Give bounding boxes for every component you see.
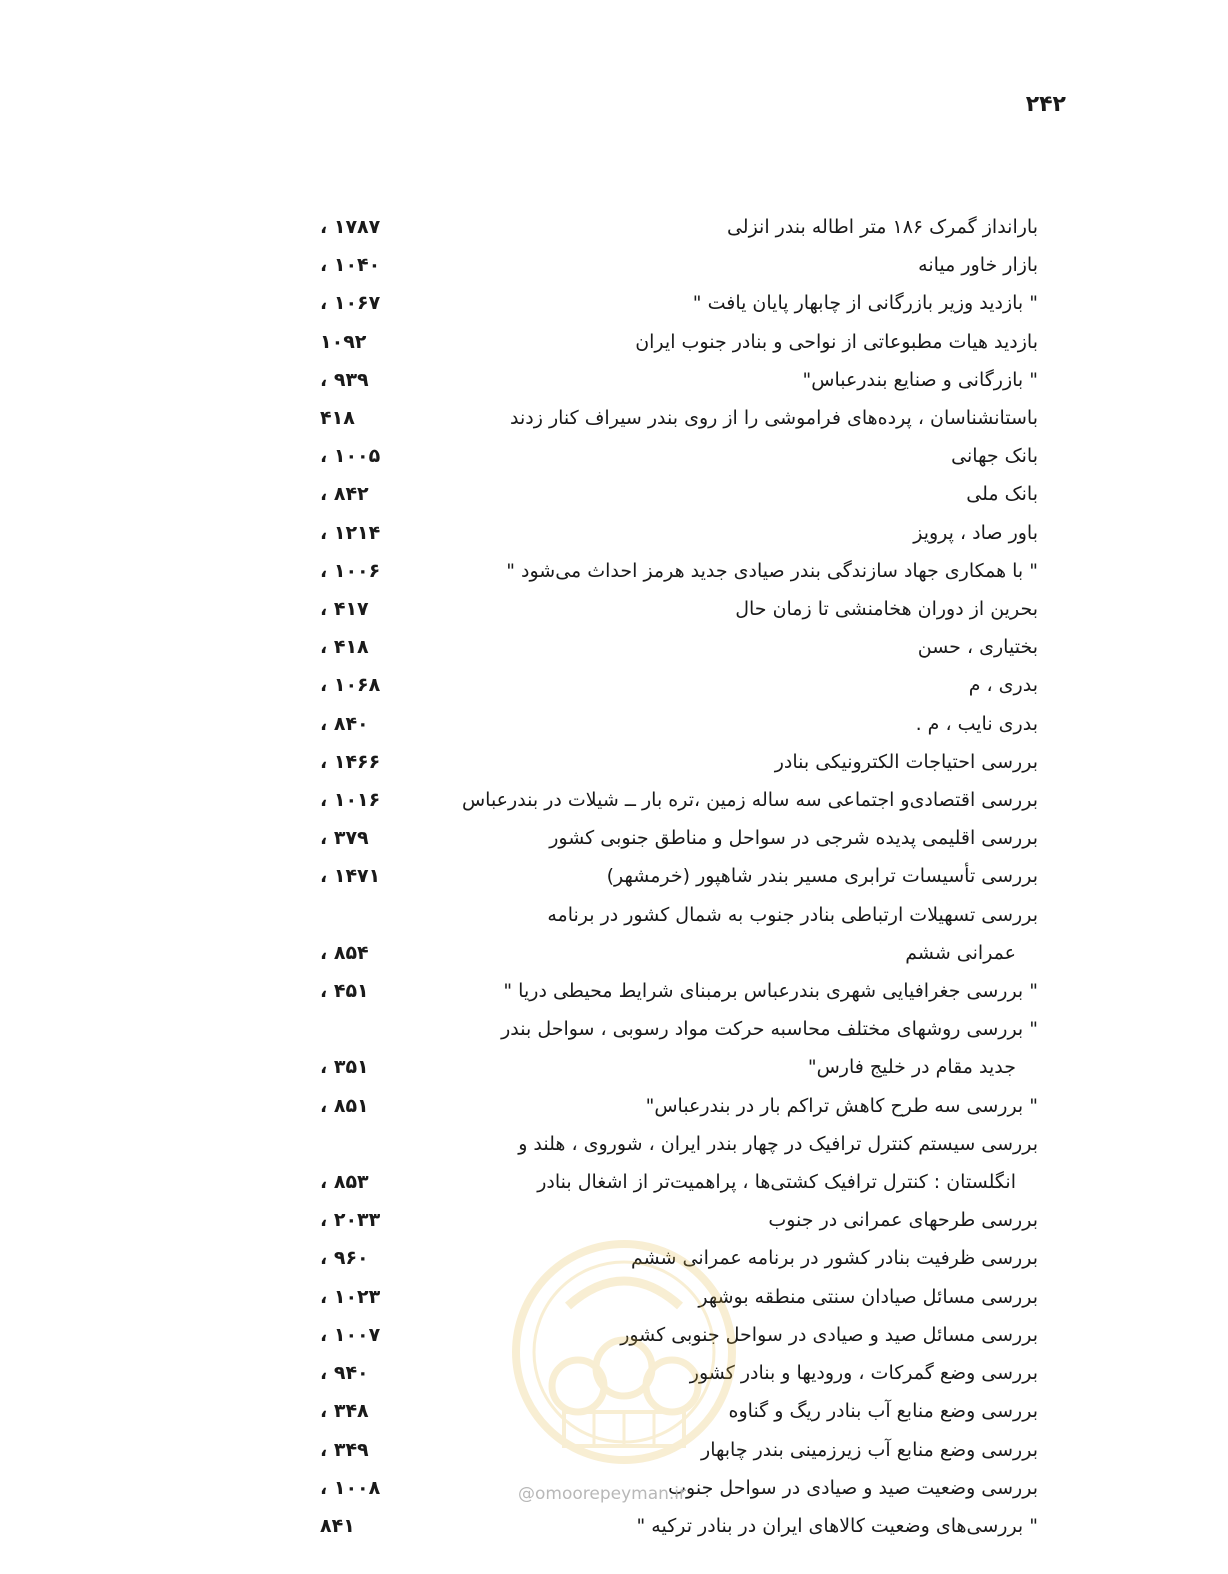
entry-title-line: بازار خاور میانه bbox=[918, 254, 1038, 277]
index-entry bbox=[320, 1087, 1038, 1125]
entry-title bbox=[410, 284, 1038, 322]
entry-title bbox=[410, 1010, 1038, 1086]
entry-title bbox=[410, 514, 1038, 552]
index-entry bbox=[320, 1507, 1038, 1545]
index-entry bbox=[320, 590, 1038, 628]
entry-title-line: بررسی مسائل صید و صیادی در سواحل جنوبی کشور bbox=[620, 1323, 1038, 1346]
watermark-logo bbox=[508, 1236, 740, 1468]
index-entry bbox=[320, 475, 1038, 513]
entry-title-line: بدری نایب ، م . bbox=[915, 712, 1038, 735]
entry-page-ref: ۱۰۰۸ ، bbox=[320, 1476, 381, 1499]
index-entry bbox=[320, 666, 1038, 704]
entry-title bbox=[410, 208, 1038, 246]
entry-title-continuation: انگلستان : کنترل ترافیک کشتی‌ها ، پراهمیت‌تر از اشغال بنادر bbox=[537, 1171, 1016, 1194]
entry-page-ref: ۴۵۱ ، bbox=[320, 980, 369, 1003]
entry-page-ref: ۴۱۸ ، bbox=[320, 636, 369, 659]
entry-page-ref: ۹۴۰ ، bbox=[320, 1362, 369, 1385]
entry-title bbox=[410, 399, 1038, 437]
entry-page-ref: ۴۱۷ ، bbox=[320, 598, 369, 621]
page-number: ۲۴۲ bbox=[1025, 92, 1066, 117]
entry-title bbox=[410, 590, 1038, 628]
index-entry bbox=[320, 437, 1038, 475]
entry-title-line: بررسی اقتصادی‌و اجتماعی سه ساله زمین ،تره بار ــ شیلات در بندرعباس bbox=[461, 789, 1038, 812]
entry-title-continuation: جدید مقام در خلیج فارس" bbox=[807, 1056, 1016, 1079]
entry-title bbox=[410, 857, 1038, 895]
index-entry bbox=[320, 628, 1038, 666]
entry-title bbox=[410, 666, 1038, 704]
entry-title-line: باستانشناسان ، پرده‌های فراموشی را از روی بندر سیراف کنار زدند bbox=[510, 407, 1038, 430]
entry-title-line: بررسی ظرفیت بنادر کشور در برنامه عمرانی ششم bbox=[630, 1247, 1038, 1270]
index-entry bbox=[320, 1201, 1038, 1239]
entry-page-ref: ۳۷۹ ، bbox=[320, 827, 369, 850]
entry-title-line: " بازدید وزیر بازرگانی از چابهار پایان یافت " bbox=[692, 292, 1038, 315]
entry-page-ref: ۸۵۱ ، bbox=[320, 1094, 369, 1117]
entry-page-ref: ۸۴۰ ، bbox=[320, 712, 369, 735]
watermark-url: @omoorepeyman.ir bbox=[518, 1484, 687, 1504]
entry-title bbox=[410, 475, 1038, 513]
index-entry bbox=[320, 857, 1038, 895]
entry-title-line: بررسی سیستم کنترل ترافیک در چهار بندر ایران ، شوروی ، هلند و bbox=[518, 1132, 1038, 1155]
entry-title bbox=[410, 819, 1038, 857]
index-entry bbox=[320, 781, 1038, 819]
entry-title bbox=[410, 361, 1038, 399]
entry-page-ref: ۱۷۸۷ ، bbox=[320, 216, 381, 238]
index-entry bbox=[320, 361, 1038, 399]
entry-title-line: بررسی تأسیسات ترابری مسیر بندر شاهپور (خرمشهر) bbox=[606, 865, 1038, 888]
entry-title-line: بررسی وضع گمرکات ، ورودیها و بنادر کشور bbox=[689, 1362, 1038, 1385]
index-entry bbox=[320, 399, 1038, 437]
entry-title-line: " بررسی‌های وضعیت کالاهای ایران در بنادر ترکیه " bbox=[636, 1514, 1038, 1537]
entry-title bbox=[410, 705, 1038, 743]
entry-page-ref: ۱۰۰۷ ، bbox=[320, 1323, 381, 1346]
entry-page-ref: ۱۲۱۴ ، bbox=[320, 521, 381, 544]
entry-title-line: بررسی وضع منابع آب بنادر ریگ و گناوه bbox=[728, 1400, 1038, 1423]
entry-title-line: بحرین از دوران هخامنشی تا زمان حال bbox=[735, 598, 1038, 621]
index-entry bbox=[320, 705, 1038, 743]
entry-title bbox=[410, 437, 1038, 475]
entry-title-line: بررسی وضعیت صید و صیادی در سواحل جنوب bbox=[668, 1476, 1038, 1499]
index-entry bbox=[320, 1125, 1038, 1201]
index-entry bbox=[320, 743, 1038, 781]
entry-page-ref: ۹۳۹ ، bbox=[320, 368, 369, 391]
entry-page-ref: ۸۵۴ ، bbox=[320, 941, 369, 964]
index-entry bbox=[320, 819, 1038, 857]
entry-title-line: بارانداز گمرک ۱۸۶ متر اطاله بندر انزلی bbox=[726, 216, 1038, 238]
entry-title-line: " بازرگانی و صنایع بندرعباس" bbox=[802, 368, 1038, 391]
entry-title-line: بدری ، م bbox=[968, 674, 1038, 697]
entry-title bbox=[410, 1201, 1038, 1239]
entry-title bbox=[410, 781, 1038, 819]
entry-title-line: بررسی مسائل صیادان سنتی منطقه بوشهر bbox=[698, 1285, 1038, 1308]
entry-title-line: " بررسی سه طرح کاهش تراکم بار در بندرعباس" bbox=[645, 1094, 1038, 1117]
entry-title-line: بازدید هیات مطبوعاتی از نواحی و بنادر جنوب ایران bbox=[635, 330, 1038, 353]
entry-page-ref: ۳۵۱ ، bbox=[320, 1056, 369, 1079]
entry-page-ref: ۹۶۰ ، bbox=[320, 1247, 369, 1270]
entry-page-ref: ۱۰۲۳ ، bbox=[320, 1285, 381, 1308]
index-entry bbox=[320, 514, 1038, 552]
index-entry bbox=[320, 552, 1038, 590]
index-entry bbox=[320, 1010, 1038, 1086]
entry-page-ref: ۳۴۸ ، bbox=[320, 1400, 369, 1423]
entry-title bbox=[410, 1087, 1038, 1125]
entry-title bbox=[410, 1125, 1038, 1201]
entry-page-ref: ۱۰۴۰ ، bbox=[320, 254, 381, 277]
entry-title-line: بررسی احتیاجات الکترونیکی بنادر bbox=[774, 750, 1038, 773]
entry-title-line: بانک جهانی bbox=[951, 445, 1038, 468]
entry-title-line: بختیاری ، حسن bbox=[917, 636, 1038, 659]
entry-title bbox=[410, 972, 1038, 1010]
entry-title bbox=[410, 1507, 1038, 1545]
entry-title bbox=[410, 743, 1038, 781]
index-entry bbox=[320, 896, 1038, 972]
entry-page-ref: ۱۰۰۶ ، bbox=[320, 559, 381, 582]
entry-page-ref: ۲۰۳۳ ، bbox=[320, 1209, 381, 1232]
index-entry bbox=[320, 208, 1038, 246]
entry-page-ref: ۸۴۱ bbox=[320, 1514, 355, 1537]
entry-page-ref: ۱۴۶۶ ، bbox=[320, 750, 381, 773]
index-entry bbox=[320, 972, 1038, 1010]
entry-title-line: بررسی اقلیمی پدیده شرجی در سواحل و مناطق جنوبی کشور bbox=[549, 827, 1038, 850]
entry-page-ref: ۱۰۰۵ ، bbox=[320, 445, 381, 468]
entry-page-ref: ۸۵۳ ، bbox=[320, 1171, 369, 1194]
entry-title-continuation: عمرانی ششم bbox=[905, 941, 1016, 964]
entry-title-line: بانک ملی bbox=[966, 483, 1038, 506]
entry-page-ref: ۳۴۹ ، bbox=[320, 1438, 369, 1461]
entry-title bbox=[410, 628, 1038, 666]
entry-title bbox=[410, 323, 1038, 361]
entry-page-ref: ۱۰۶۷ ، bbox=[320, 292, 381, 315]
entry-title-line: بررسی طرحهای عمرانی در جنوب bbox=[768, 1209, 1038, 1232]
entry-title bbox=[410, 896, 1038, 972]
entry-page-ref: ۱۰۶۸ ، bbox=[320, 674, 381, 697]
entry-title bbox=[410, 246, 1038, 284]
index-entry bbox=[320, 246, 1038, 284]
index-entry bbox=[320, 284, 1038, 322]
entry-title bbox=[410, 1469, 1038, 1507]
entry-title-line: " بررسی روشهای مختلف محاسبه حرکت مواد رسوبی ، سواحل بندر bbox=[501, 1018, 1038, 1041]
index-entry bbox=[320, 323, 1038, 361]
entry-page-ref: ۴۱۸ bbox=[320, 407, 355, 430]
entry-title-line: بررسی تسهیلات ارتباطی بنادر جنوب به شمال کشور در برنامه bbox=[547, 903, 1038, 926]
entry-title-line: بررسی وضع منابع آب زیرزمینی بندر چابهار bbox=[701, 1438, 1038, 1461]
entry-page-ref: ۱۰۹۲ bbox=[320, 330, 367, 353]
entry-page-ref: ۱۴۷۱ ، bbox=[320, 865, 381, 888]
entry-title-line: " با همکاری جهاد سازندگی بندر صیادی جدید هرمز احداث می‌شود " bbox=[506, 559, 1038, 582]
entry-title bbox=[410, 552, 1038, 590]
entry-page-ref: ۱۰۱۶ ، bbox=[320, 789, 381, 812]
entry-title-line: باور صاد ، پرویز bbox=[913, 521, 1038, 544]
entry-page-ref: ۸۴۲ ، bbox=[320, 483, 369, 506]
entry-title-line: " بررسی جغرافیایی شهری بندرعباس برمبنای شرایط محیطی دریا " bbox=[503, 980, 1038, 1003]
